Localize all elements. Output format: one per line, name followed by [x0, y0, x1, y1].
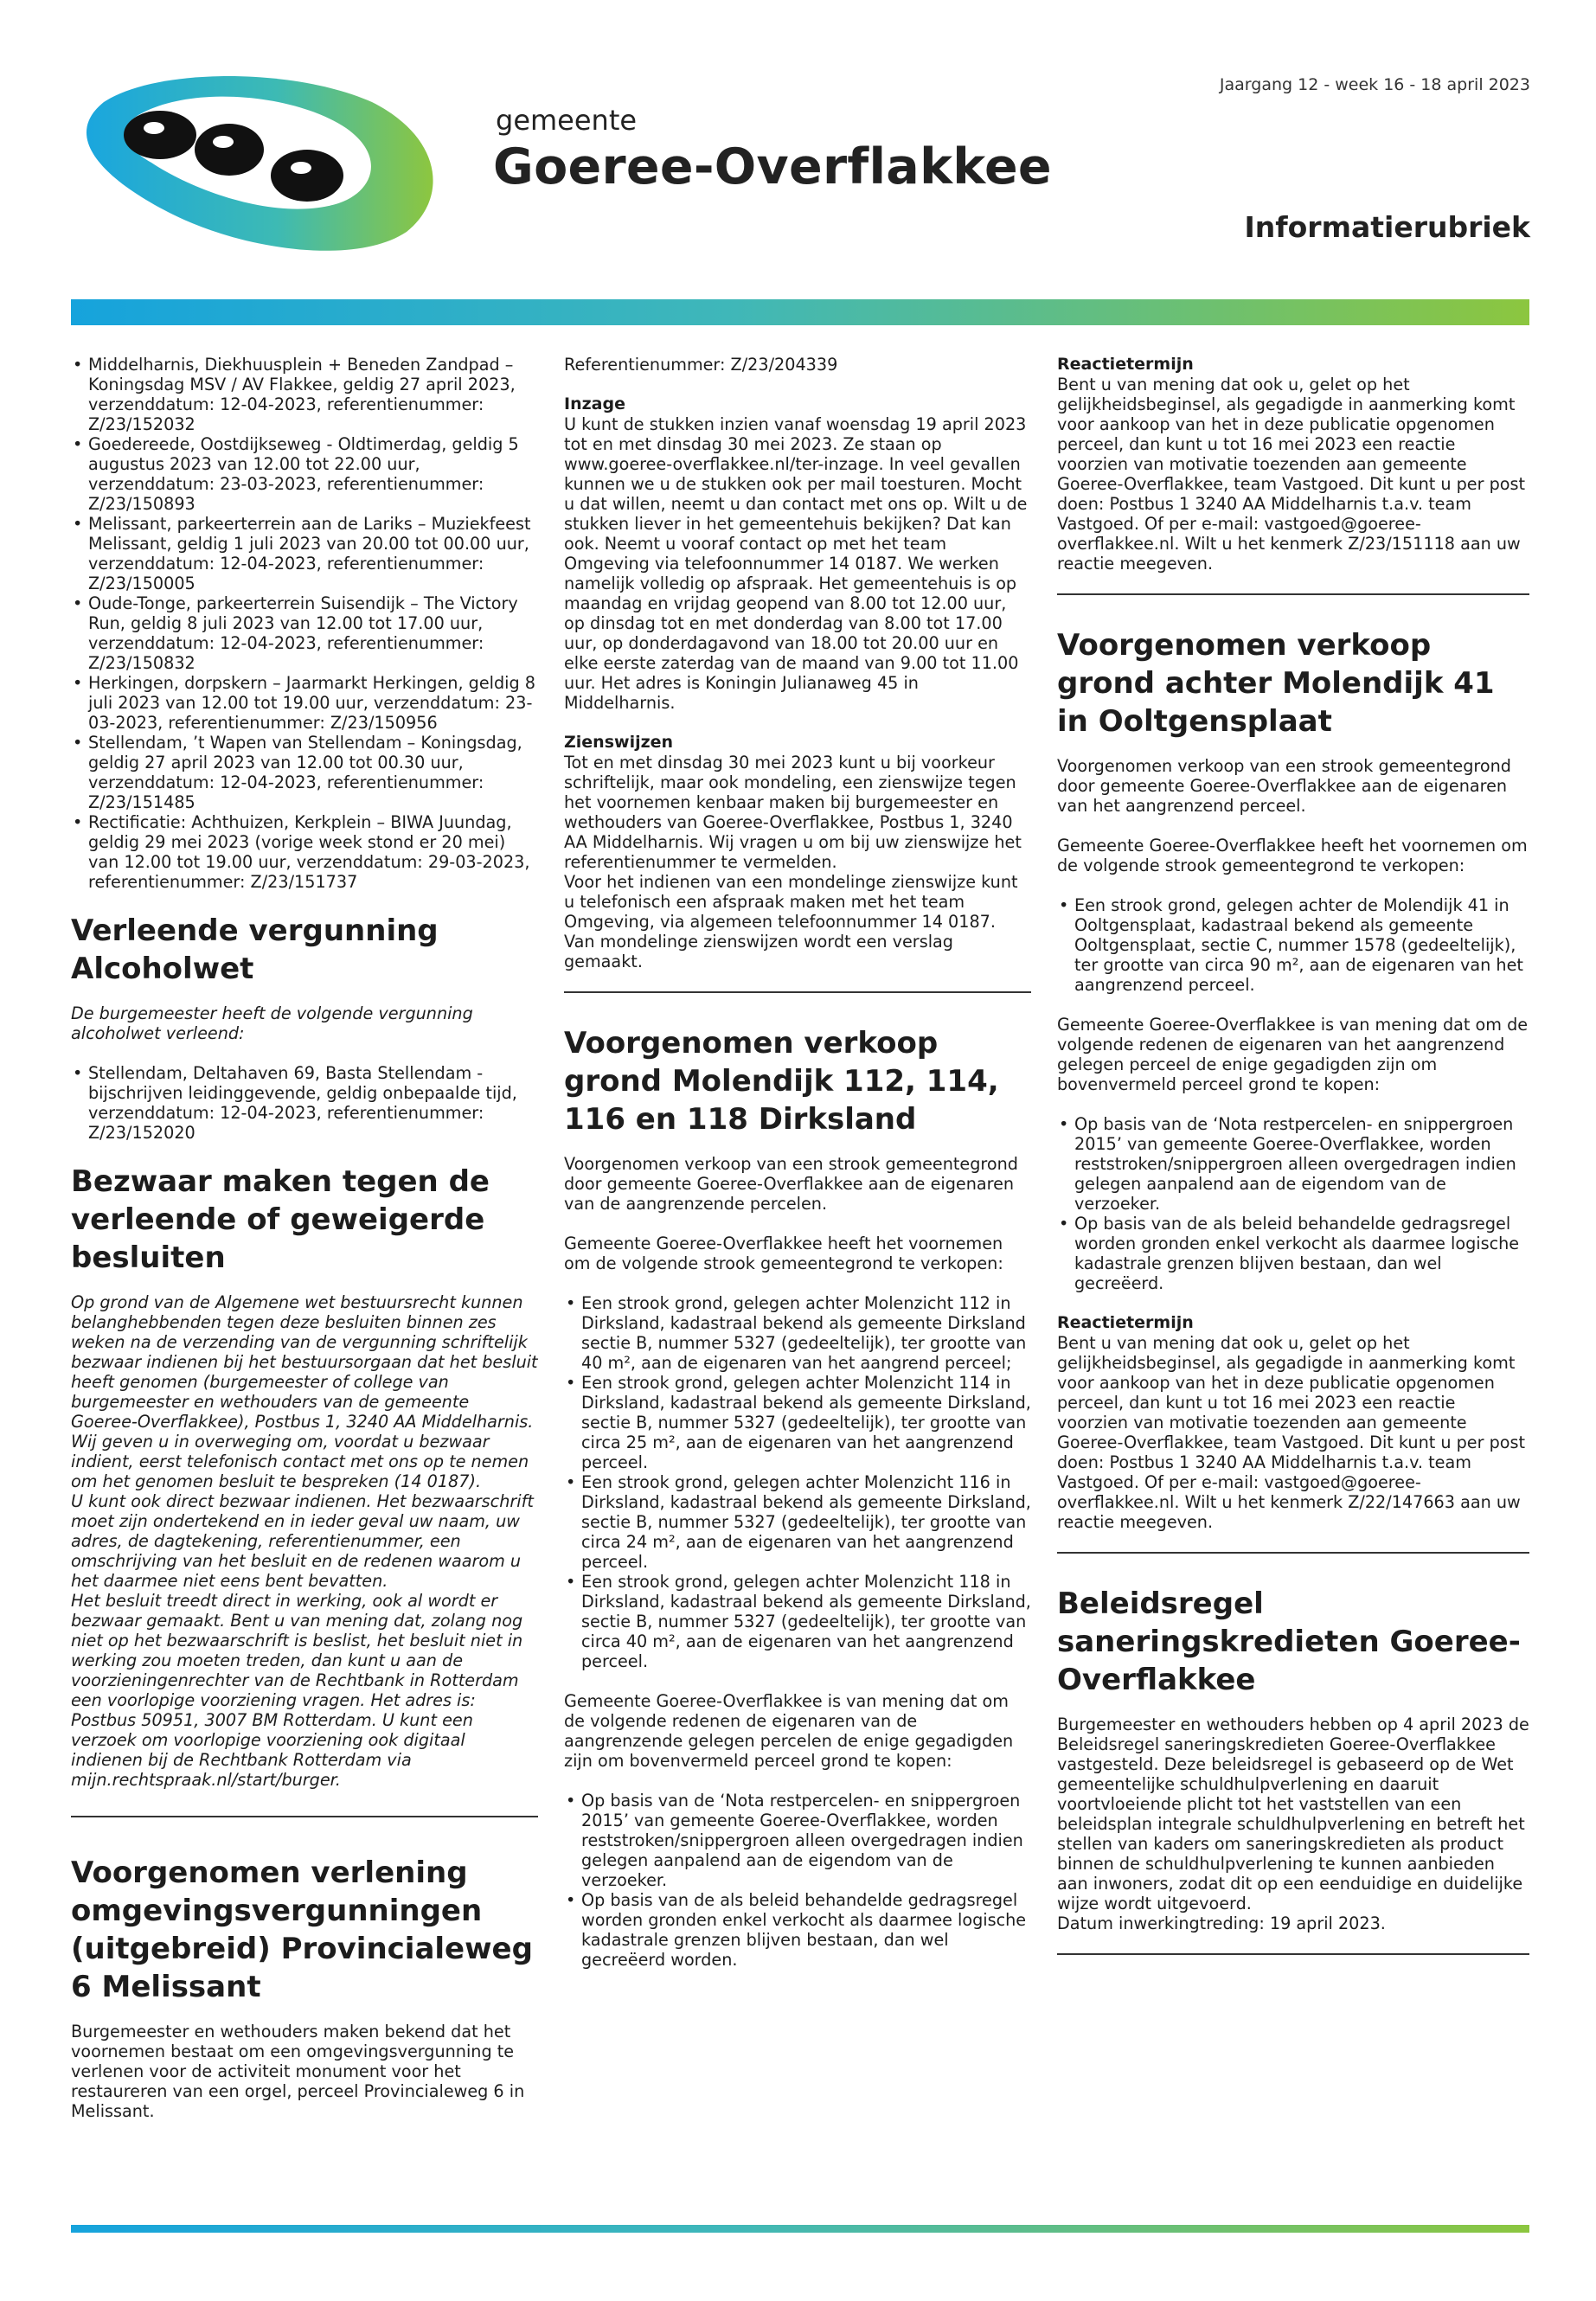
- verkoop-list: [1057, 895, 1529, 995]
- municipality-name: Goeree-Overflakkee: [493, 138, 1052, 195]
- beleidsregel-paragraph: Burgemeester en wethouders hebben op 4 april 2023 de Beleidsregel saneringskredieten Goeree-Overflakkee vastgesteld. Deze beleidsregel is gebaseerd op de Wet gemeentelijke schuldhulpverlening en daaruit voortvloeiende plicht tot het vaststellen van een beleidsplan integrale schuldhulpverlening en betreft het stellen van kaders om saneringskredieten als product binnen de schuldhulpverlening te kunnen aanbieden aan inwoners, zodat dit op een eenduidige en duidelijke wijze wordt uitgevoerd.: [1057, 1715, 1529, 1913]
- reactietermijn-title: Reactietermijn: [1057, 355, 1194, 374]
- column-2: [564, 355, 1031, 1990]
- list-item: • Stellendam, Deltahaven 69, Basta Stellendam - bijschrijven leidinggevende, geldig onbepaalde tijd, verzenddatum: 12-04-2023, referentienummer: Z/23/152020: [71, 1063, 538, 1143]
- column-1: [71, 355, 538, 2141]
- list-item: • Op basis van de ‘Nota restpercelen- en snippergroen 2015’ van gemeente Goeree-Overflakkee, worden reststroken/snippergroen alleen overgedragen indien gelegen aanpalend aan de eigendom van de verzoeker.: [1057, 1114, 1529, 1214]
- reactietermijn-title: Reactietermijn: [1057, 1313, 1194, 1332]
- bottom-color-band: [71, 2225, 1529, 2233]
- verlening-heading: Voorgenomen verlening omgevingsvergunningen (uitgebreid) Provincialeweg 6 Melissant: [71, 1856, 533, 2004]
- verkoop-list: [564, 1293, 1031, 1671]
- list-item: • Een strook grond, gelegen achter Molenzicht 114 in Dirksland, kadastraal bekend als gemeente Dirksland, sectie B, nummer 5327 (gedeeltelijk), ter grootte van circa 25 m², aan de eigenaren van het aangrenzend perceel.: [564, 1373, 1031, 1472]
- list-item: • Op basis van de als beleid behandelde gedragsregel worden gronden enkel verkocht als daarmee logische kadastrale grenzen blijven bestaan, dan wel gecreëerd.: [1057, 1214, 1529, 1293]
- section-divider: [71, 1816, 538, 1817]
- reactietermijn-paragraph: Bent u van mening dat ook u, gelet op het gelijkheidsbeginsel, als gegadigde in aanmerking komt voor aankoop van het in deze publicatie opgenomen perceel, dan kunt u tot 16 mei 2023 een reactie voorzien van motivatie toezenden aan gemeente Goeree-Overflakkee, team Vastgoed. Dit kunt u per post doen: Postbus 1 3240 AA Middelharnis t.a.v. team Vastgoed. Of per e-mail: vastgoed@goeree-overflakkee.nl. Wilt u het kenmerk Z/23/151118 aan uw reactie meegeven.: [1057, 375, 1526, 574]
- bezwaar-paragraph: Het besluit treedt direct in werking, ook al wordt er bezwaar gemaakt. Bent u van mening dat, zolang nog niet op het bezwaarschrift is beslist, het besluit niet in werking zou moeten treden, dan kunt u aan de voorzieningenrechter van de Rechtbank in Rotterdam een voorlopige voorziening vragen. Het adres is: Postbus 50951, 3007 BM Rotterdam. U kunt een verzoek om voorlopige voorziening ook digitaal indienen bij de Rechtbank Rotterdam via mijn.rechtspraak.nl/start/burger.: [71, 1591, 523, 1790]
- verkoop-paragraph: Gemeente Goeree-Overflakkee is van mening dat om de volgende redenen de eigenaren van de aangrenzende gelegen percelen de enige gegadigden zijn om bovenvermeld perceel grond te kopen:: [564, 1691, 1014, 1771]
- beleidsregel-heading: Beleidsregel saneringskredieten Goeree-Overflakkee: [1057, 1586, 1521, 1697]
- column-3: [1057, 355, 1529, 1955]
- list-item: • Op basis van de als beleid behandelde gedragsregel worden gronden enkel verkocht als daarmee logische kadastrale grenzen blijven bestaan, dan wel gecreëerd worden.: [564, 1890, 1031, 1970]
- section-divider: [1057, 1953, 1529, 1955]
- inzage-paragraph: U kunt de stukken inzien vanaf woensdag 19 april 2023 tot en met dinsdag 30 mei 2023. Ze staan op www.goeree-overflakkee.nl/ter-inzage. In veel gevallen kunnen we u de stukken ook per mail toesturen. Mocht u dat willen, neemt u dan contact met ons op. Wilt u de stukken liever in het gemeentehuis bekijken? Dat kan ook. Neemt u vooraf contact op met het team Omgeving via telefoonnummer 14 0187. We werken namelijk volledig op afspraak. Het gemeentehuis is op maandag en vrijdag geopend van 8.00 tot 12.00 uur, op dinsdag tot en met donderdag van 8.00 tot 17.00 uur, op donderdagavond van 18.00 tot 20.00 uur en elke eerste zaterdag van de maand van 9.00 tot 11.00 uur. Het adres is Koningin Julianaweg 45 in Middelharnis.: [564, 414, 1028, 713]
- verkoop-ooltgensplaat-heading: Voorgenomen verkoop grond achter Molendijk 41 in Ooltgensplaat: [1057, 628, 1495, 739]
- bezwaar-paragraph: Wij geven u in overweging om, voordat u bezwaar indient, eerst telefonisch contact met ons op te nemen om het genomen besluit te bespreken (14 0187).: [71, 1432, 529, 1491]
- bezwaar-paragraph: Op grond van de Algemene wet bestuursrecht kunnen belanghebbenden tegen deze besluiten binnen zes weken na de verzending van de vergunning schriftelijk bezwaar indienen bij het bestuursorgaan dat het besluit heeft genomen (burgemeester of college van burgemeester en wethouders van de gemeente Goeree-Overflakkee), Postbus 1, 3240 AA Middelharnis.: [71, 1292, 538, 1432]
- logo-dot-3: [271, 150, 343, 202]
- inzage-title: Inzage: [564, 394, 625, 413]
- section-divider: [1057, 593, 1529, 595]
- verkoop-paragraph: Gemeente Goeree-Overflakkee heeft het voornemen om de volgende strook gemeentegrond te verkopen:: [564, 1234, 1003, 1273]
- top-color-band: [71, 299, 1529, 325]
- alcohol-intro: De burgemeester heeft de volgende vergunning alcoholwet verleend:: [71, 1003, 473, 1043]
- verkoop-paragraph: Gemeente Goeree-Overflakkee is van mening dat om de volgende redenen de eigenaren van het aangrenzend gelegen perceel de enige gegadigden zijn om bovenvermeld perceel grond te kopen:: [1057, 1015, 1529, 1094]
- zienswijzen-paragraph: Voor het indienen van een mondelinge zienswijze kunt u telefonisch een afspraak maken met het team Omgeving, via algemeen telefoonnummer 14 0187. Van mondelinge zienswijzen wordt een verslag gemaakt.: [564, 872, 1018, 971]
- gemeente-label: gemeente: [496, 104, 638, 137]
- verkoop-dirksland-heading: Voorgenomen verkoop grond Molendijk 112, 114, 116 en 118 Dirksland: [564, 1026, 999, 1137]
- bezwaar-heading: Bezwaar maken tegen de verleende of geweigerde besluiten: [71, 1164, 490, 1275]
- alcohol-list: [71, 1063, 538, 1143]
- list-item: • Stellendam, ’t Wapen van Stellendam – Koningsdag, geldig 27 april 2023 van 12.00 tot 00.30 uur, verzenddatum: 12-04-2023, referentienummer: Z/23/151485: [71, 733, 538, 812]
- verkoop-paragraph: Gemeente Goeree-Overflakkee heeft het voornemen om de volgende strook gemeentegrond te verkopen:: [1057, 836, 1528, 875]
- list-item: • Op basis van de ‘Nota restpercelen- en snippergroen 2015’ van gemeente Goeree-Overflakkee, worden reststroken/snippergroen alleen overgedragen indien gelegen aanpalend aan de eigendom van de verzoeker.: [564, 1791, 1031, 1890]
- list-item: • Rectificatie: Achthuizen, Kerkplein – BIWA Juundag, geldig 29 mei 2023 (vorige week stond er 20 mei) van 12.00 tot 19.00 uur, verzenddatum: 29-03-2023, referentienummer: Z/23/151737: [71, 812, 538, 892]
- list-item: • Een strook grond, gelegen achter de Molendijk 41 in Ooltgensplaat, kadastraal bekend als gemeente Ooltgensplaat, sectie C, nummer 1578 (gedeeltelijk), ter grootte van circa 90 m², aan de eigenaren van het aangrenzend perceel.: [1057, 895, 1529, 995]
- list-item: • Een strook grond, gelegen achter Molenzicht 116 in Dirksland, kadastraal bekend als gemeente Dirksland, sectie B, nummer 5327 (gedeeltelijk), ter grootte van circa 24 m², aan de eigenaren van het aangrenzend perceel.: [564, 1472, 1031, 1572]
- gemeente-logo: [69, 67, 450, 253]
- zienswijzen-title: Zienswijzen: [564, 733, 674, 752]
- list-item: • Een strook grond, gelegen achter Molenzicht 112 in Dirksland, kadastraal bekend als gemeente Dirksland sectie B, nummer 5327 (gedeeltelijk), ter grootte van 40 m², aan de eigenaren van het aangrend perceel;: [564, 1293, 1031, 1373]
- section-divider: [564, 991, 1031, 993]
- reference-number: Referentienummer: Z/23/204339: [564, 355, 838, 375]
- list-item: • Middelharnis, Diekhuusplein + Beneden Zandpad – Koningsdag MSV / AV Flakkee, geldig 27 april 2023, verzenddatum: 12-04-2023, referentienummer: Z/23/152032: [71, 355, 538, 434]
- logo-dot-2: [195, 124, 264, 176]
- verkoop-paragraph: Voorgenomen verkoop van een strook gemeentegrond door gemeente Goeree-Overflakkee aan de eigenaren van het aangrenzend perceel.: [1057, 756, 1511, 816]
- reasons-list: [564, 1791, 1031, 1970]
- list-item: • Melissant, parkeerterrein aan de Lariks – Muziekfeest Melissant, geldig 1 juli 2023 van 20.00 tot 00.00 uur, verzenddatum: 12-04-2023, referentienummer: Z/23/150005: [71, 514, 538, 593]
- bezwaar-paragraph: U kunt ook direct bezwaar indienen. Het bezwaarschrift moet zijn ondertekend en in ieder geval uw naam, uw adres, de dagtekening, referentienummer, een omschrijving van het besluit en de redenen waarom u het daarmee niet eens bent bevatten.: [71, 1491, 534, 1591]
- issue-info: Jaargang 12 - week 16 - 18 april 2023: [1219, 75, 1530, 94]
- zienswijzen-paragraph: Tot en met dinsdag 30 mei 2023 kunt u bij voorkeur schriftelijk, maar ook mondeling, een zienswijze tegen het voornemen kenbaar maken bij burgemeester en wethouders van Goeree-Overflakkee, Postbus 1, 3240 AA Middelharnis. Wij vragen u om bij uw zienswijze het referentienummer te vermelden.: [564, 753, 1022, 872]
- event-permits-list: [71, 355, 538, 892]
- list-item: • Oude-Tonge, parkeerterrein Suisendijk – The Victory Run, geldig 8 juli 2023 van 12.00 tot 17.00 uur, verzenddatum: 12-04-2023, referentienummer: Z/23/150832: [71, 593, 538, 673]
- reasons-list: [1057, 1114, 1529, 1293]
- beleidsregel-date: Datum inwerkingtreding: 19 april 2023.: [1057, 1913, 1386, 1933]
- list-item: • Herkingen, dorpskern – Jaarmarkt Herkingen, geldig 8 juli 2023 van 12.00 tot 19.00 uur, verzenddatum: 23-03-2023, referentienummer: Z/23/150956: [71, 673, 538, 733]
- list-item: • Een strook grond, gelegen achter Molenzicht 118 in Dirksland, kadastraal bekend als gemeente Dirksland, sectie B, nummer 5327 (gedeeltelijk), ter grootte van circa 40 m², aan de eigenaren van het aangrenzend perceel.: [564, 1572, 1031, 1671]
- section-divider: [1057, 1552, 1529, 1554]
- verlening-paragraph: Burgemeester en wethouders maken bekend dat het voornemen bestaat om een omgevingsvergunning te verlenen voor de activiteit monument voor het restaureren van een orgel, perceel Provincialeweg 6 in Melissant.: [71, 2022, 525, 2121]
- reactietermijn-paragraph: Bent u van mening dat ook u, gelet op het gelijkheidsbeginsel, als gegadigde in aanmerking komt voor aankoop van het in deze publicatie opgenomen perceel, dan kunt u tot 16 mei 2023 een reactie voorzien van motivatie toezenden aan gemeente Goeree-Overflakkee, team Vastgoed. Dit kunt u per post doen: Postbus 1 3240 AA Middelharnis t.a.v. team Vastgoed. Of per e-mail: vastgoed@goeree-overflakkee.nl. Wilt u het kenmerk Z/22/147663 aan uw reactie meegeven.: [1057, 1333, 1526, 1532]
- alcohol-heading: Verleende vergunning Alcoholwet: [71, 913, 439, 986]
- list-item: • Goedereede, Oostdijkseweg - Oldtimerdag, geldig 5 augustus 2023 van 12.00 tot 22.00 uur, verzenddatum: 23-03-2023, referentienummer: Z/23/150893: [71, 434, 538, 514]
- logo-dot-1: [124, 111, 196, 159]
- verkoop-paragraph: Voorgenomen verkoop van een strook gemeentegrond door gemeente Goeree-Overflakkee aan de eigenaren van de aangrenzende percelen.: [564, 1154, 1018, 1214]
- section-title: Informatierubriek: [1244, 210, 1530, 244]
